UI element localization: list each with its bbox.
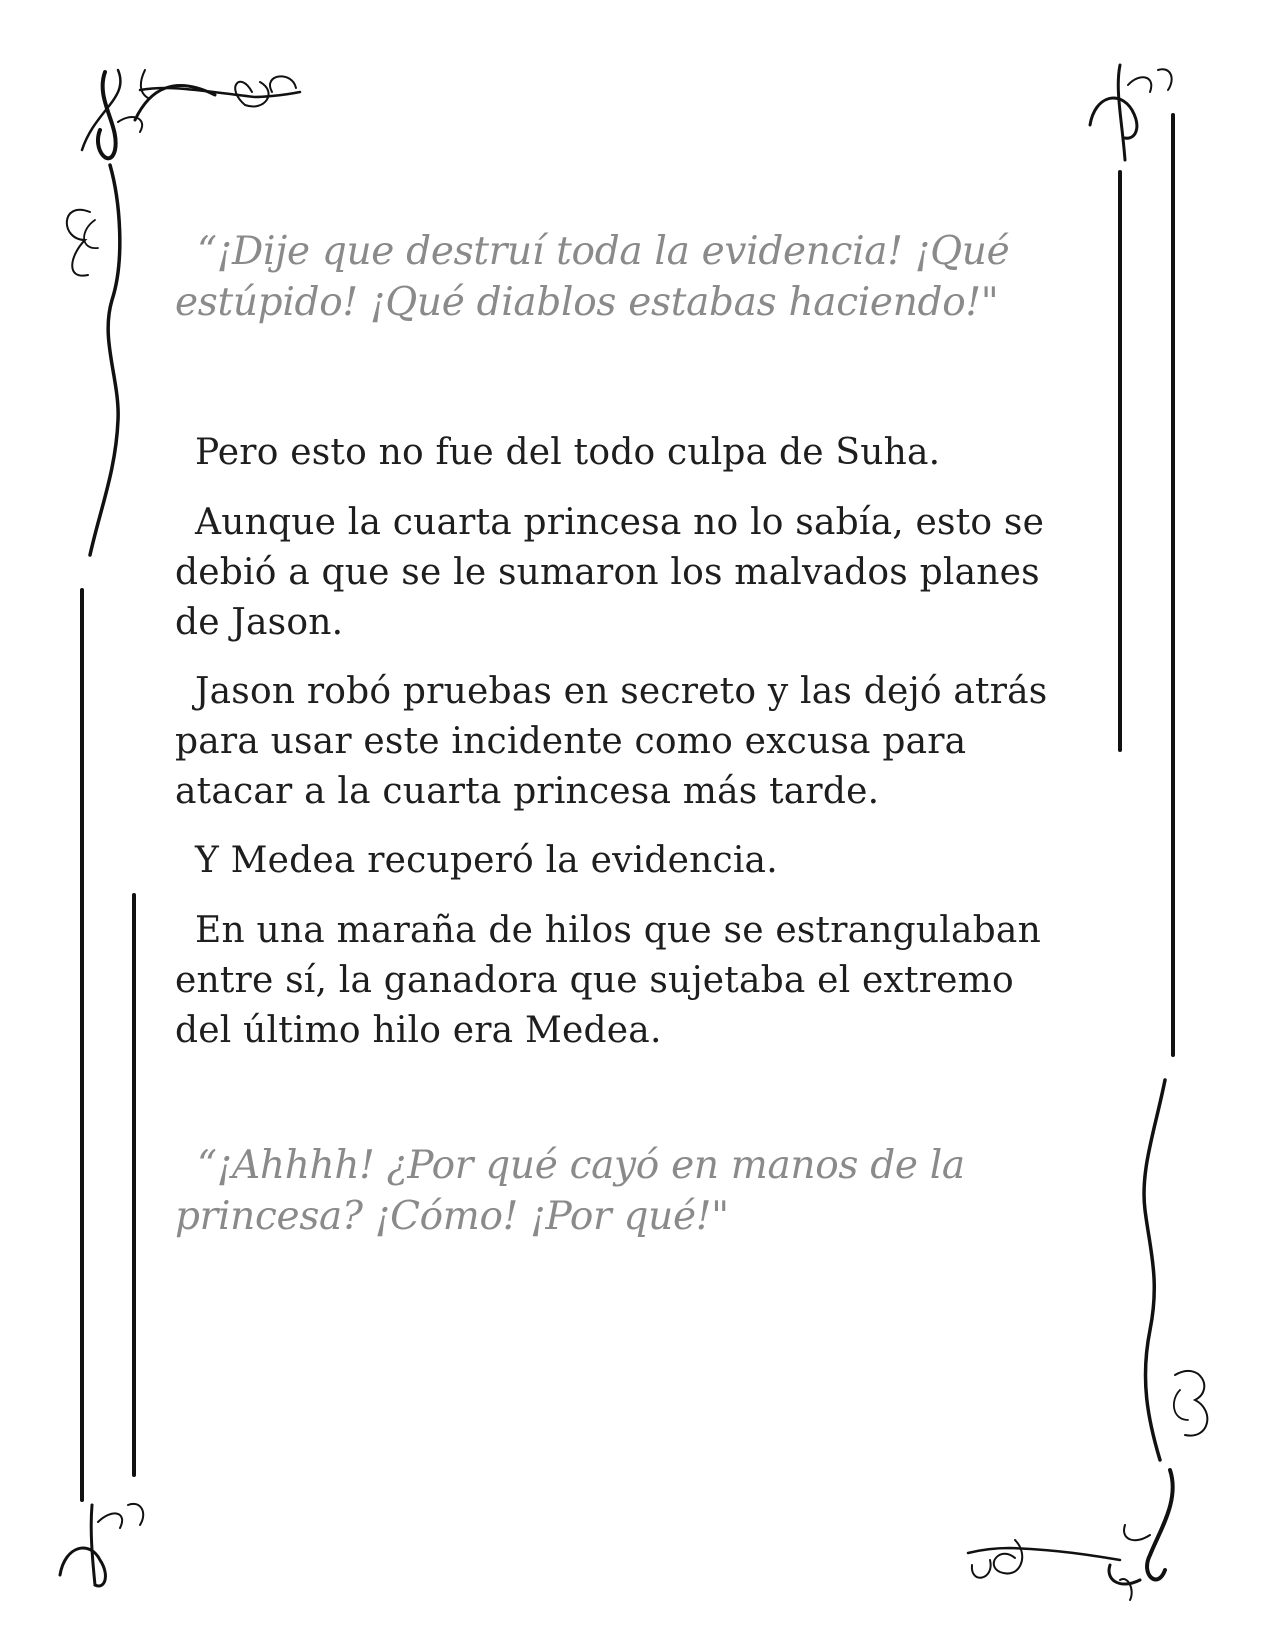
paragraph-4: Y Medea recuperó la evidencia. — [195, 840, 778, 881]
paragraph-5: En una maraña de hilos que se estrangulaban entre sí, la ganadora que sujetaba el extremo del último hilo era Medea. — [175, 910, 1041, 1051]
quote-bottom: “¡Ahhhh! ¿Por qué cayó en manos de la princesa? ¡Cómo! ¡Por qué!" — [175, 1143, 965, 1239]
paragraph-1: Pero esto no fue del todo culpa de Suha. — [195, 432, 941, 473]
flourish-top-right — [1090, 65, 1172, 160]
paragraph-2: Aunque la cuarta princesa no lo sabía, esto se debió a que se le sumaron los malvados planes de Jason. — [175, 502, 1045, 643]
paragraph-3: Jason robó pruebas en secreto y las dejó atrás para usar este incidente como excusa para atacar a la cuarta princesa más tarde. — [175, 671, 1048, 812]
quote-top: “¡Dije que destruí toda la evidencia! ¡Qué estúpido! ¡Qué diablos estabas haciendo!" — [175, 229, 1010, 325]
flourish-bottom-left — [60, 1504, 143, 1586]
